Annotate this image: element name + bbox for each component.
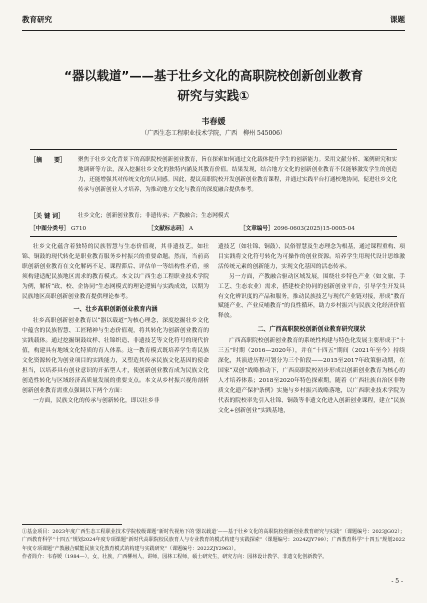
abstract-text: 聚焦于壮乡文化背景下的高职院校创新创业教育，旨在探索如何通过文化载体提升学生的创新能力。采用文献分析、案例研究和实地调研等方法，深入挖掘壮乡文化的独特内涵及其教育价值。结果发现，结合地方文化的创新创业教育不仅能够激发学生的创造力，还能增强其对传统文化的认同感。因此，提议高职院校开发创新创业教育课程，并通过实践平台打通校地协同，促进壮乡文化传承与创新创业人才培养，为推动地方文化与教育的深度融合提供参考。	[78, 157, 397, 193]
doc-code-label: ［文献标志码］	[148, 226, 188, 232]
abstract-bottom-rule	[30, 236, 397, 237]
author-name: 韦春媛	[201, 117, 226, 126]
column-label: 课题	[390, 15, 405, 24]
header-rule	[22, 30, 405, 31]
abstract-label: ［摘 要］	[30, 157, 67, 164]
article-id-value: 2096-0603(2025)15-0005-04	[273, 226, 355, 232]
body-paragraph: 壮乡高职创新创业教育以“器以载道”为核心理念，深度挖掘壮乡文化中蕴含的民族智慧、工匠精神与生态价值观，将其转化为创新创业教育的实践载体。通过挖掘铜鼓纹样、壮锦织造、非遗技艺等文化符号的现代价值，构建具有地域文化特质的育人体系。这一教育模式既培养学生将民族文化资源转化为创业项目的实践能力，又塑造其传承民族文化基因的使命担当，以培养具有创业意识的开拓型人才，使创新创业教育成为民族文化创造性转化与区域经济高质量发展的重要支点。本文从乡村振兴视角剖析创新创业教育需重点强调以下两个方面：	[22, 318, 209, 394]
body-paragraph: 广西高职院校创新创业教育的系统性构建与特色化发展主要形成于“十三五”时期（2016—2020年），并在“十四五”期间（2021年至今）持续深化，其演进历程可划分为三个阶段——2015至2017年政策驱动期，在国家“双创”战略推动下，广西高职院校初步形成以创新创业教育为核心的人才培养体系；2018至2020年特色探索期，随着《广西壮族自治区非物质文化遗产保护条例》实施与乡村振兴战略落地，以广西职业技术学院为代表的院校率先引入壮锦、铜鼓等非遗文化进入创新创业课程，建立“民族文化+创新创业”实践基地，	[218, 338, 405, 414]
section-heading-1: 一、壮乡高职创新创业教育内涵	[73, 306, 158, 314]
article-meta	[30, 224, 397, 234]
running-header	[22, 14, 405, 26]
abstract-top-rule	[30, 149, 397, 150]
footnote-rule	[22, 524, 122, 525]
journal-section-label: 教育研究	[22, 15, 52, 24]
keywords-text: 壮乡文化；创新创业教育；非遗传承；产教融合；生态网模式	[78, 213, 230, 219]
article-title-line1: “器以载道”——基于壮乡文化的高职院校创新创业教育	[64, 69, 363, 83]
doc-code-value: A	[188, 226, 193, 232]
author-affiliation: （广西生态工程职业技术学院，广西 柳州 545006）	[141, 130, 286, 137]
body-paragraph: 一方面，民族文化的传承与创新转化，即以壮乡非	[33, 397, 160, 404]
footnote: ①基金项目：2023年度广西生态工程职业技术学院校级课题“新时代视角下的‘器以载道’——基于壮乡文化的高职院校创新创业教育研究与实践”（课题编号：2023JG02）；广西教育科学“十四五”规划2024年度专项课题“新时代高职院校民族育人与专业教育的模式构建与实践探索”（课题编号：2024ZJY799）；广西教育科学“十四五”规划2022年度专项课题“产教融合赋能民族文化教育模式的构建与实践研究”（课题编号：2022ZJY2963）。 作者简介：韦春媛（1984—），女，壮族，广西柳州人，讲师，园林工程师，硕士研究生，研究方向：园林设计教学、非遗文化创新教学。	[22, 529, 405, 561]
clc-value: G710	[70, 226, 87, 232]
body-column-right	[218, 243, 405, 417]
keywords-label: ［关 键 词］	[30, 213, 65, 220]
section-heading-2: 二、广西高职院校创新创业教育研究现状	[257, 326, 366, 334]
body-paragraph: 另一方面，产教融合驱动区域发展，围绕壮乡特色产业（如文旅、手工艺、生态农业）需求，搭建校企协同的创新创业平台，引导学生开发具有文化辨识度的产品和服务，推动民族技艺与现代产业链对接，形成“教育赋能产业、产业反哺教育”的良性循环，助力乡村振兴与民族文化经济价值释放。	[218, 273, 405, 320]
body-paragraph: 壮乡文化蕴含着独特的民族智慧与生态价值观，其非遗技艺，如壮锦、铜鼓的现代转化是职业教育服务乡村振兴的重要命题。然而，当前高职创新创业教育在文化解码不足、课程滞后、评估单一等结构性矛盾，亟须构建适配民族地区需求的教育模式。本文以广西生态工程职业技术学院为例，解析“政、校、企协同”生态网模式的理论逻辑与实践成效，以期为民族地区高职创新创业教育提供理论参考。	[22, 244, 209, 300]
body-column-left	[22, 243, 209, 407]
page-number: - 5 -	[391, 578, 403, 585]
clc-label: ［中图分类号］	[30, 226, 70, 232]
article-title-line2: 研究与实践①	[177, 89, 250, 103]
article-id-label: ［文章编号］	[240, 226, 274, 232]
body-paragraph: 遗技艺（如壮锦、铜鼓）、民俗智慧及生态理念为根基，通过课程重构、项目实践将文化符号转化为可操作的创业资源。培养学生用现代设计思维激活传统元素的创新能力，实现文化基因的活态传承。	[218, 244, 405, 270]
